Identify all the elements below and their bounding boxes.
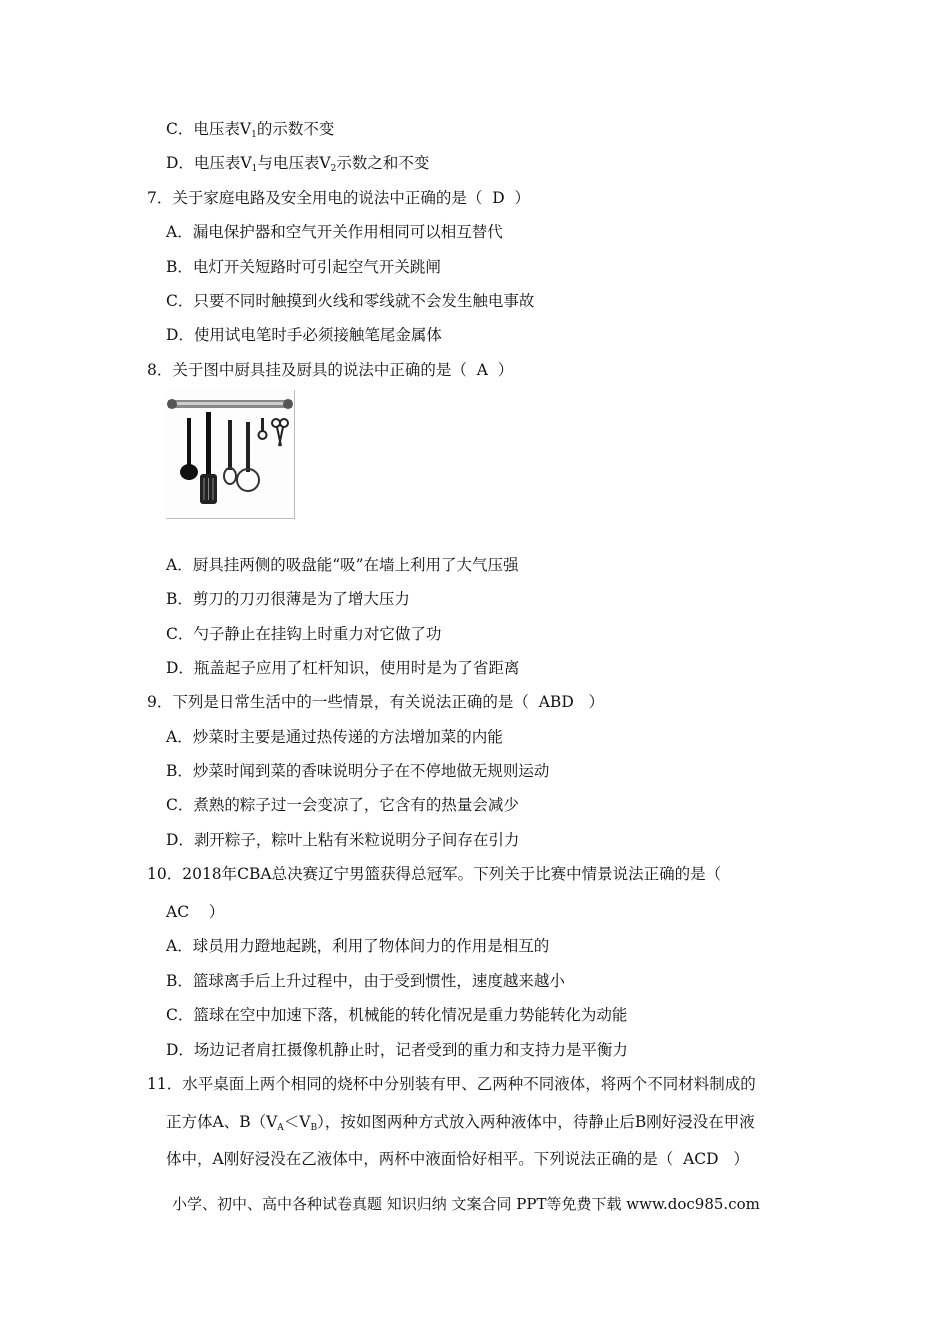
q8-answer: A: [476, 361, 488, 379]
rack-bar-highlight: [168, 402, 292, 405]
q11-sub-b: B: [310, 1123, 318, 1133]
q10-stem: 10．2018年CBA总决赛辽宁男篮获得总冠军。下列关于比赛中情景说法正确的是（: [147, 865, 722, 883]
scissors-loop-left: [272, 419, 280, 427]
q8-option-c: C．勺子静止在挂钩上时重力对它做了功: [166, 625, 442, 643]
q9-option-c: C．煮熟的粽子过一会变凉了，它含有的热量会减少: [166, 796, 519, 814]
suction-cup-left: [167, 399, 177, 409]
skimmer-handle: [246, 422, 250, 472]
q8-stem: [147, 360, 513, 380]
q8-close: ）: [497, 361, 514, 379]
ladle-handle: [187, 418, 191, 466]
q7-answer: D: [492, 189, 505, 207]
q11-line2-pre: 正方体A、B（V: [166, 1113, 278, 1131]
q6-d-v2: V: [319, 154, 331, 172]
q10-option-c: C．篮球在空中加速下落，机械能的转化情况是重力势能转化为动能: [166, 1006, 628, 1024]
q6-c-text: C．电压表: [166, 120, 240, 138]
q7-option-d: D．使用试电笔时手必须接触笔尾金属体: [166, 326, 442, 344]
q9-option-b: B．炒菜时闻到菜的香味说明分子在不停地做无规则运动: [166, 762, 550, 780]
opener-handle: [261, 418, 264, 432]
q6-d-post: 示数之和不变: [336, 154, 430, 172]
q8-option-b: B．剪刀的刀刃很薄是为了增大压力: [166, 590, 410, 608]
spoon-bowl: [224, 468, 236, 484]
q11-line3-text: 体中，A刚好浸没在乙液体中，两杯中液面恰好相平。下列说法正确的是（: [166, 1150, 674, 1168]
q7-option-b: B．电灯开关短路时可引起空气开关跳闸: [166, 258, 441, 276]
spatula-handle: [206, 412, 211, 474]
suction-cup-right: [283, 399, 293, 409]
q9-option-a: A．炒菜时主要是通过热传递的方法增加菜的内能: [166, 728, 503, 746]
q7-option-c: C．只要不同时触摸到火线和零线就不会发生触电事故: [166, 292, 535, 310]
q6-d-text: D．电压表: [166, 154, 241, 172]
kitchen-rack-image: [166, 390, 294, 518]
q9-stem-text: 9．下列是日常生活中的一些情景，有关说法正确的是（: [147, 693, 529, 711]
q11-sub-a: A: [277, 1123, 284, 1133]
q8-option-d: D．瓶盖起子应用了杠杆知识，使用时是为了省距离: [166, 659, 520, 677]
q9-option-d: D．剥开粽子，粽叶上粘有米粒说明分子间存在引力: [166, 831, 520, 849]
q7-close: ）: [514, 189, 531, 207]
q6-d-sub1: 1: [251, 164, 258, 174]
q10-option-d: D．场边记者肩扛摄像机静止时，记者受到的重力和支持力是平衡力: [166, 1041, 628, 1059]
q10-option-b: B．篮球离手后上升过程中，由于受到惯性，速度越来越小: [166, 972, 565, 990]
q6-d-v1: V: [240, 154, 252, 172]
scissors-loop-right: [280, 419, 288, 427]
q9-stem: [147, 692, 604, 712]
q10-option-a: A．球员用力蹬地起跳，利用了物体间力的作用是相互的: [166, 937, 550, 955]
q11-line2-post: ），按如图两种方式放入两种液体中，待静止后B刚好浸没在甲液: [317, 1113, 755, 1131]
q9-close: ）: [588, 693, 605, 711]
q7-stem-text: 7．关于家庭电路及安全用电的说法中正确的是（: [147, 189, 483, 207]
q6-option-c: [166, 119, 334, 145]
page-footer: 小学、初中、高中各种试卷真题 知识归纳 文案合同 PPT等免费下载 www.doc985.com: [172, 1195, 760, 1213]
q6-d-sub2: 2: [330, 164, 337, 174]
q11-close: ）: [733, 1150, 749, 1168]
q7-option-a: A．漏电保护器和空气开关作用相同可以相互替代: [166, 223, 503, 241]
q11-line3: [166, 1149, 749, 1169]
q6-d-mid: 与电压表: [257, 154, 320, 172]
q10-answer: AC: [166, 903, 190, 921]
kitchen-rack-figure: [166, 390, 295, 519]
q6-c-v: V: [239, 120, 252, 138]
q8-option-a: A．厨具挂两侧的吸盘能“吸”在墙上利用了大气压强: [166, 556, 519, 574]
q6-c-sub: 1: [251, 130, 257, 140]
q7-stem: [147, 188, 530, 208]
q11-line2: [166, 1112, 755, 1138]
q11-lt: ＜V: [283, 1113, 311, 1131]
skimmer-head: [237, 469, 259, 491]
q11-answer: ACD: [683, 1150, 719, 1168]
q8-stem-text: 8．关于图中厨具挂及厨具的说法中正确的是（: [147, 361, 467, 379]
opener-ring: [259, 431, 267, 439]
q10-close: ）: [208, 903, 225, 921]
q11-line1: 11．水平桌面上两个相同的烧杯中分别装有甲、乙两种不同液体，将两个不同材料制成的: [147, 1075, 756, 1093]
q10-answer-line: [166, 902, 224, 922]
q6-option-d: [166, 153, 429, 179]
q6-c-post: 的示数不变: [256, 120, 335, 138]
spoon-handle: [228, 420, 232, 470]
ladle-bowl: [180, 464, 198, 480]
q9-answer: ABD: [538, 693, 574, 711]
